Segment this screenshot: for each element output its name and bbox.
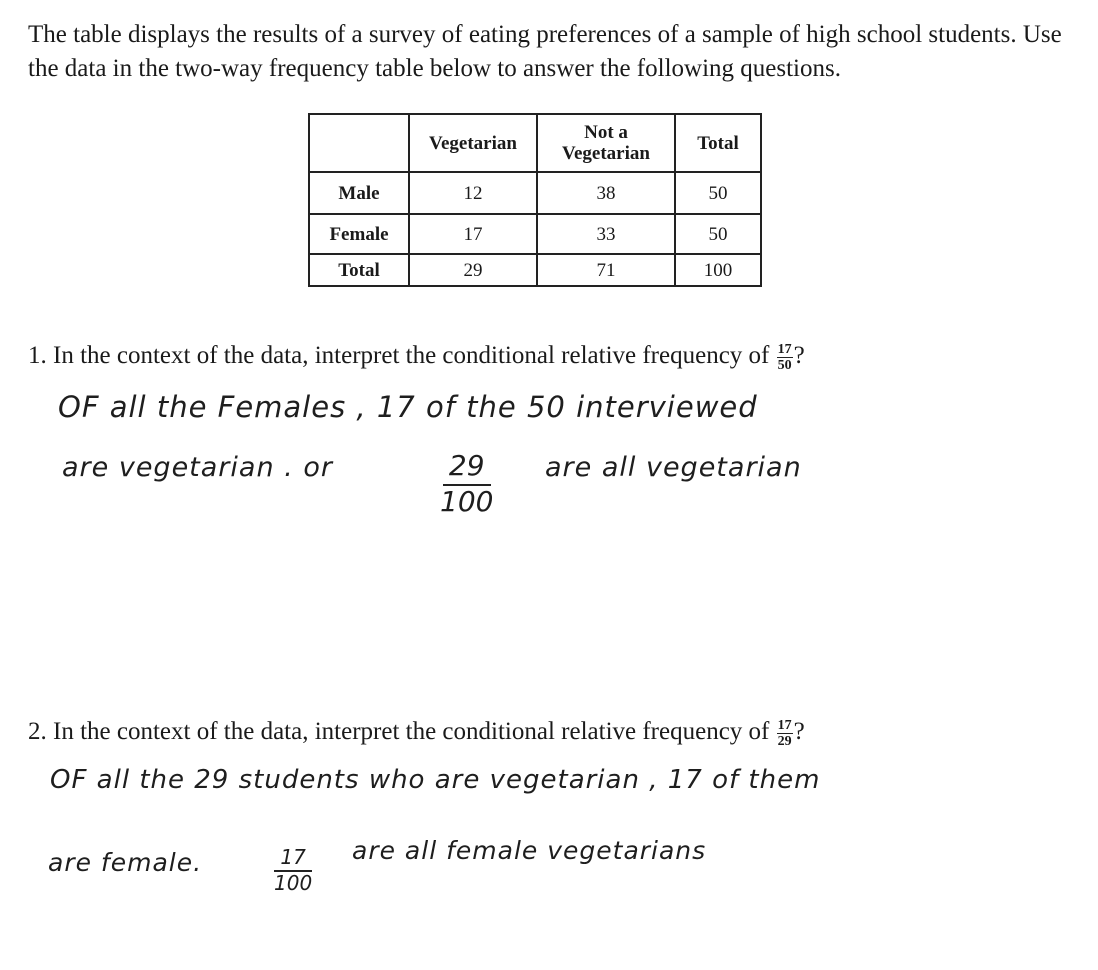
fraction-denominator: 50 xyxy=(777,357,792,373)
table-header-cell: Total xyxy=(675,114,761,172)
answer-2-line-2b: are all female vegetarians xyxy=(352,836,707,865)
question-2 xyxy=(28,716,805,749)
row-label: Male xyxy=(309,172,409,214)
table-cell: 50 xyxy=(675,172,761,214)
answer-1-line-1: OF all the Females , 17 of the 50 interviewed xyxy=(58,390,758,424)
answer-2-line-2a: are female. xyxy=(48,848,203,877)
answer-2-fraction-denominator: 100 xyxy=(274,871,313,895)
table-cell: 29 xyxy=(409,254,537,286)
answer-2-line-1: OF all the 29 students who are vegetarian , 17 of them xyxy=(50,765,821,795)
table-header-cell xyxy=(309,114,409,172)
table-cell: 38 xyxy=(537,172,675,214)
table-header-row xyxy=(309,114,761,172)
fraction-denominator: 29 xyxy=(777,733,792,749)
answer-1-fraction-denominator: 100 xyxy=(440,485,494,518)
fraction-numerator: 17 xyxy=(777,717,792,733)
question-2-fraction xyxy=(777,718,793,749)
table-header-cell: Not a Vegetarian xyxy=(537,114,675,172)
intro-text: The table displays the results of a survey of eating preferences of a sample of high school students. Use the data in the two-way frequency table below to answer the following questions. xyxy=(28,21,1062,82)
answer-2-fraction xyxy=(274,846,312,894)
question-mark: ? xyxy=(793,718,805,745)
question-1-text: 1. In the context of the data, interpret the conditional relative frequency of xyxy=(28,342,770,369)
answer-1-fraction-numerator: 29 xyxy=(443,450,491,486)
answer-2-fraction-numerator: 17 xyxy=(274,846,311,872)
table-header-cell: Vegetarian xyxy=(409,114,537,172)
table-cell: 17 xyxy=(409,214,537,254)
table-cell: 33 xyxy=(537,214,675,254)
fraction-numerator: 17 xyxy=(777,341,792,357)
table-row xyxy=(309,214,761,254)
question-mark: ? xyxy=(793,342,805,369)
frequency-table xyxy=(308,113,762,287)
table-row xyxy=(309,254,761,286)
answer-1-fraction xyxy=(440,450,493,518)
table-cell: 100 xyxy=(675,254,761,286)
table-cell: 50 xyxy=(675,214,761,254)
answer-1-line-2a: are vegetarian . or xyxy=(62,452,333,483)
question-1 xyxy=(28,340,805,373)
table-cell: 12 xyxy=(409,172,537,214)
question-2-text: 2. In the context of the data, interpret the conditional relative frequency of xyxy=(28,718,770,745)
answer-1-line-2b: are all vegetarian xyxy=(545,452,802,483)
table-row xyxy=(309,172,761,214)
row-label: Female xyxy=(309,214,409,254)
table-cell: 71 xyxy=(537,254,675,286)
question-1-fraction xyxy=(777,342,793,373)
row-label: Total xyxy=(309,254,409,286)
